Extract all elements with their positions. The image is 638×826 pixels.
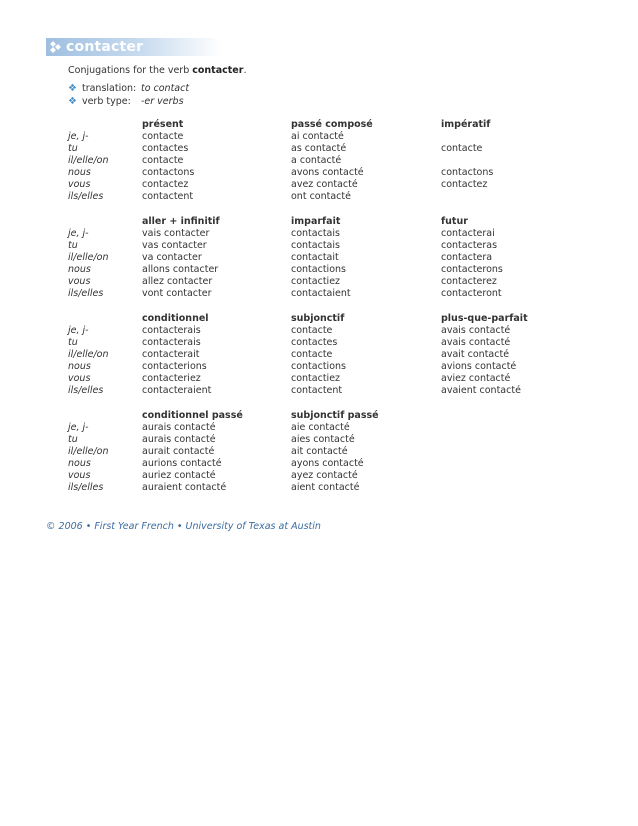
conjugation-cell: contactaient [291,288,351,299]
conjugation-cell: aviez contacté [441,373,511,384]
intro-line [68,65,246,76]
conjugation-cell: contacterons [441,264,503,275]
title-banner [46,38,222,56]
conjugation-row [0,434,638,446]
pronoun-label: il/elle/on [68,349,109,360]
conjugation-cell: contacterait [142,349,200,360]
conjugation-row [0,155,638,167]
diamond-bullet-icon: ❖ [68,83,77,94]
conjugation-cell: contacteriez [142,373,201,384]
pronoun-label: tu [68,434,78,445]
conjugation-cell: auraient contacté [142,482,227,493]
conjugation-cell: vas contacter [142,240,207,251]
conjugation-cell: contactons [441,167,494,178]
conjugation-cell: contacte [291,325,333,336]
conjugation-cell: contacte [291,349,333,360]
conjugation-row [0,373,638,385]
conjugation-cell: contactera [441,252,493,263]
conjugation-cell: avais contacté [441,325,511,336]
pronoun-label: nous [68,167,91,178]
conjugation-row [0,325,638,337]
tense-header: impératif [441,119,491,130]
conjugation-cell: contactent [142,191,194,202]
conjugation-cell: contactes [142,143,189,154]
conjugation-cell: contacterais [142,337,201,348]
conjugation-row [0,349,638,361]
conjugation-cell: vont contacter [142,288,212,299]
conjugation-cell: contactes [291,337,338,348]
conjugation-cell: avait contacté [441,349,510,360]
tense-header: plus-que-parfait [441,313,528,324]
conjugation-row [0,264,638,276]
pronoun-label: je, j- [68,131,89,142]
conjugation-row [0,131,638,143]
tense-header: conditionnel [142,313,209,324]
conjugation-row [0,482,638,494]
conjugation-cell: contactiez [291,373,341,384]
pronoun-label: nous [68,361,91,372]
info-label: translation: [81,83,137,94]
conjugation-cell: aient contacté [291,482,360,493]
conjugation-cell: contactez [142,179,189,190]
conjugation-row [0,458,638,470]
conjugation-cell: avons contacté [291,167,364,178]
conjugation-cell: contacterai [441,228,495,239]
diamond-bullet-icon [50,41,64,53]
conjugation-cell: contactent [291,385,343,396]
conjugation-cell: contacte [441,143,483,154]
conjugation-cell: aurais contacté [142,434,216,445]
conjugation-cell: contactions [291,361,346,372]
page-title: contacter [66,39,144,55]
pronoun-label: nous [68,458,91,469]
conjugation-cell: aurait contacté [142,446,215,457]
conjugation-cell: contactez [441,179,488,190]
pronoun-label: vous [68,276,91,287]
tense-header: subjonctif [291,313,345,324]
pronoun-label: je, j- [68,325,89,336]
intro-verb: contacter [192,65,244,76]
conjugation-cell: avaient contacté [441,385,521,396]
pronoun-label: vous [68,373,91,384]
tense-header: passé composé [291,119,373,130]
tense-header: futur [441,216,468,227]
pronoun-label: ils/elles [68,191,104,202]
conjugation-cell: contacterions [142,361,207,372]
conjugation-row [0,446,638,458]
conjugation-cell: contacterez [441,276,497,287]
conjugation-cell: ayons contacté [291,458,364,469]
conjugation-row [0,179,638,191]
footer-credit: © 2006 • First Year French • University of Texas at Austin [46,521,321,532]
conjugation-cell: contacte [142,155,184,166]
pronoun-label: ils/elles [68,482,104,493]
conjugation-cell: as contacté [291,143,347,154]
intro-prefix: Conjugations for the verb [68,65,193,76]
conjugation-cell: va contacter [142,252,202,263]
conjugation-cell: ont contacté [291,191,351,202]
info-translation [68,83,189,94]
conjugation-cell: contactais [291,240,340,251]
tense-header: conditionnel passé [142,410,243,421]
pronoun-label: tu [68,337,78,348]
conjugation-cell: contacteras [441,240,498,251]
pronoun-label: je, j- [68,422,89,433]
pronoun-label: tu [68,143,78,154]
conjugation-row [0,361,638,373]
conjugation-cell: contacterais [142,325,201,336]
conjugation-cell: allez contacter [142,276,213,287]
info-value: -er verbs [140,96,184,107]
conjugation-cell: contacteraient [142,385,212,396]
conjugation-row [0,240,638,252]
conjugation-row [0,470,638,482]
tense-header: présent [142,119,184,130]
conjugation-row [0,276,638,288]
conjugation-row [0,422,638,434]
intro-suffix: . [243,65,247,76]
conjugation-cell: contactiez [291,276,341,287]
conjugation-cell: vais contacter [142,228,210,239]
conjugation-row [0,228,638,240]
conjugation-cell: aurais contacté [142,422,216,433]
tense-header: imparfait [291,216,341,227]
conjugation-cell: aurions contacté [142,458,222,469]
pronoun-label: il/elle/on [68,446,109,457]
conjugation-cell: avez contacté [291,179,358,190]
info-verb-type [68,96,184,107]
pronoun-label: il/elle/on [68,252,109,263]
conjugation-row [0,252,638,264]
pronoun-label: il/elle/on [68,155,109,166]
tense-header: subjonctif passé [291,410,379,421]
conjugation-row [0,167,638,179]
info-value: to contact [140,83,190,94]
conjugation-row [0,143,638,155]
pronoun-label: nous [68,264,91,275]
tense-header: aller + infinitif [142,216,220,227]
conjugation-cell: contacteront [441,288,502,299]
conjugation-cell: allons contacter [142,264,219,275]
diamond-bullet-icon: ❖ [68,96,77,107]
conjugation-cell: contactons [142,167,195,178]
conjugation-row [0,288,638,300]
pronoun-label: ils/elles [68,385,104,396]
conjugation-cell: ait contacté [291,446,348,457]
conjugation-cell: avions contacté [441,361,517,372]
conjugation-cell: ayez contacté [291,470,358,481]
conjugation-cell: contactions [291,264,346,275]
info-label: verb type: [81,96,131,107]
pronoun-label: je, j- [68,228,89,239]
conjugation-row [0,337,638,349]
conjugation-cell: a contacté [291,155,342,166]
pronoun-label: tu [68,240,78,251]
pronoun-label: vous [68,179,91,190]
conjugation-cell: aies contacté [291,434,355,445]
conjugation-cell: contactais [291,228,340,239]
conjugation-cell: contactait [291,252,339,263]
conjugation-cell: avais contacté [441,337,511,348]
conjugation-row [0,191,638,203]
pronoun-label: vous [68,470,91,481]
conjugation-cell: aie contacté [291,422,350,433]
conjugation-cell: auriez contacté [142,470,216,481]
pronoun-label: ils/elles [68,288,104,299]
conjugation-row [0,385,638,397]
conjugation-cell: ai contacté [291,131,344,142]
conjugation-cell: contacte [142,131,184,142]
